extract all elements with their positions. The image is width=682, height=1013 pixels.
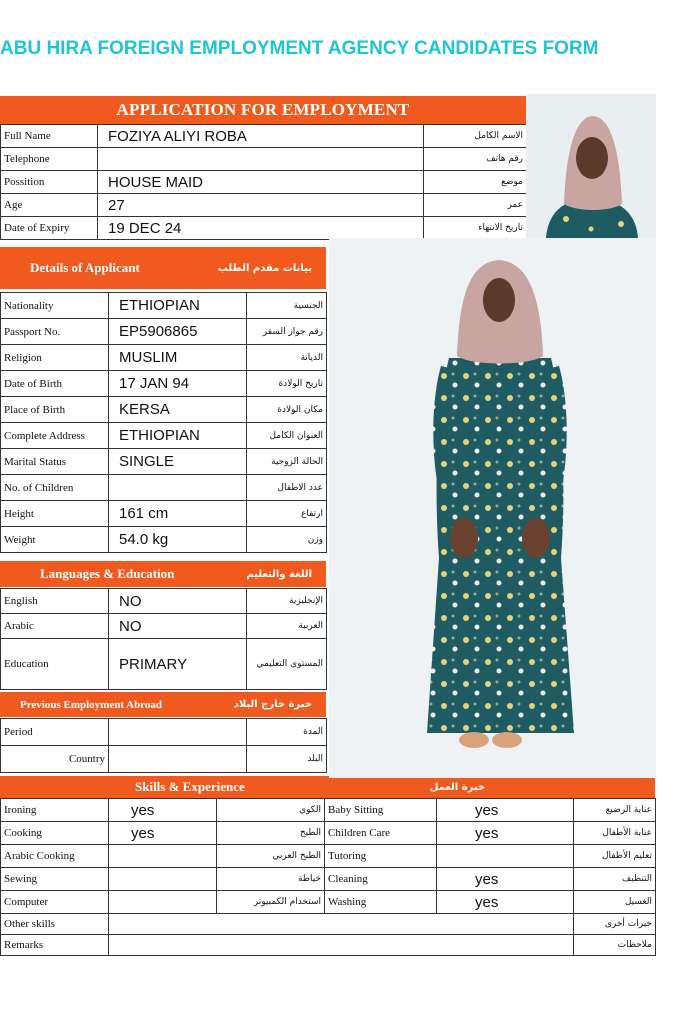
field-value: HOUSE MAID bbox=[98, 171, 424, 194]
form-row bbox=[1, 719, 327, 746]
field-value: EP5906865 bbox=[109, 319, 247, 345]
field-label-arabic: عدد الاطفال bbox=[247, 475, 327, 501]
field-label: Weight bbox=[1, 527, 109, 553]
field-label: English bbox=[1, 589, 109, 614]
field-value: 161 cm bbox=[109, 501, 247, 527]
field-label-arabic: الجنسية bbox=[247, 293, 327, 319]
previous-table bbox=[0, 718, 327, 773]
field-value: 27 bbox=[98, 194, 424, 217]
field-label-arabic: موضع bbox=[424, 171, 527, 194]
skills-title: Skills & Experience bbox=[135, 779, 245, 794]
details-title: Details of Applicant bbox=[30, 260, 140, 275]
languages-header bbox=[0, 561, 326, 587]
field-value: KERSA bbox=[109, 397, 247, 423]
skill-label: Computer bbox=[1, 891, 109, 914]
skill-label: Washing bbox=[325, 891, 437, 914]
field-value bbox=[109, 475, 247, 501]
form-row bbox=[1, 319, 327, 345]
field-label-arabic: العربية bbox=[247, 614, 327, 639]
field-label-arabic: الديانة bbox=[247, 345, 327, 371]
field-label: Religion bbox=[1, 345, 109, 371]
skill-label-arabic: استخدام الكمبيوتر bbox=[217, 891, 325, 914]
field-label-arabic: تاريخ الانتهاء bbox=[424, 217, 527, 240]
field-value: ETHIOPIAN bbox=[109, 293, 247, 319]
skill-label-arabic: الكوي bbox=[217, 799, 325, 822]
field-label-arabic: المستوى التعليمي bbox=[247, 639, 327, 690]
skill-label: Cleaning bbox=[325, 868, 437, 891]
skill-label: Children Care bbox=[325, 822, 437, 845]
field-value: 17 JAN 94 bbox=[109, 371, 247, 397]
field-label: Complete Address bbox=[1, 423, 109, 449]
form-row bbox=[1, 475, 327, 501]
skill-value: yes bbox=[437, 868, 574, 891]
languages-title-ar: اللغة والتعليم bbox=[246, 568, 312, 580]
skill-label-arabic: تعليم الأطفال bbox=[574, 845, 656, 868]
skill-label: Tutoring bbox=[325, 845, 437, 868]
field-label-arabic: الاسم الكامل bbox=[424, 125, 527, 148]
field-label: Other skills bbox=[1, 914, 109, 935]
form-row bbox=[1, 614, 327, 639]
field-value bbox=[109, 914, 574, 935]
skill-label: Arabic Cooking bbox=[1, 845, 109, 868]
skill-label-arabic: عناية الأطفال bbox=[574, 822, 656, 845]
skill-value bbox=[109, 845, 217, 868]
field-label-arabic: ملاحظات bbox=[574, 935, 656, 956]
skill-value bbox=[109, 891, 217, 914]
field-value bbox=[109, 719, 247, 746]
details-header bbox=[0, 247, 326, 289]
field-value: ETHIOPIAN bbox=[109, 423, 247, 449]
skill-value bbox=[109, 868, 217, 891]
field-label-arabic: ارتفاع bbox=[247, 501, 327, 527]
form-row bbox=[1, 449, 327, 475]
applicant-photo-small bbox=[526, 94, 656, 238]
field-value: NO bbox=[109, 614, 247, 639]
field-label: Age bbox=[1, 194, 98, 217]
field-label: Country bbox=[1, 746, 109, 773]
top-info-table bbox=[0, 124, 527, 240]
skill-label-arabic: التنظيف bbox=[574, 868, 656, 891]
applicant-photo-full bbox=[329, 238, 656, 778]
form-row bbox=[1, 125, 527, 148]
field-value: 19 DEC 24 bbox=[98, 217, 424, 240]
skills-title-ar: خبرة العمل bbox=[429, 781, 486, 793]
field-label: Date of Birth bbox=[1, 371, 109, 397]
field-label: Place of Birth bbox=[1, 397, 109, 423]
skills-row bbox=[1, 868, 656, 891]
field-value: MUSLIM bbox=[109, 345, 247, 371]
form-row bbox=[1, 527, 327, 553]
form-row bbox=[1, 217, 527, 240]
field-label-arabic: العنوان الكامل bbox=[247, 423, 327, 449]
field-label-arabic: وزن bbox=[247, 527, 327, 553]
form-row bbox=[1, 397, 327, 423]
skill-value: yes bbox=[437, 799, 574, 822]
form-row bbox=[1, 293, 327, 319]
field-value: 54.0 kg bbox=[109, 527, 247, 553]
field-label-arabic: مكان الولادة bbox=[247, 397, 327, 423]
field-value bbox=[98, 148, 424, 171]
skill-label-arabic: عناية الرضيع bbox=[574, 799, 656, 822]
details-title-ar: بيانات مقدم الطلب bbox=[217, 262, 312, 274]
field-label-arabic: تاريخ الولادة bbox=[247, 371, 327, 397]
field-label: Period bbox=[1, 719, 109, 746]
field-label: Arabic bbox=[1, 614, 109, 639]
field-label: Passport No. bbox=[1, 319, 109, 345]
field-label-arabic: رقم جواز السفر bbox=[247, 319, 327, 345]
form-row bbox=[1, 746, 327, 773]
skills-header bbox=[0, 776, 655, 798]
skills-row bbox=[1, 799, 656, 822]
skill-label-arabic: الغسيل bbox=[574, 891, 656, 914]
field-label: Marital Status bbox=[1, 449, 109, 475]
agency-title: ABU HIRA FOREIGN EMPLOYMENT AGENCY CANDIDATES FORM bbox=[0, 38, 599, 59]
skill-label-arabic: الطبخ العربي bbox=[217, 845, 325, 868]
form-row bbox=[1, 194, 527, 217]
form-row bbox=[1, 639, 327, 690]
skill-label-arabic: الطبخ bbox=[217, 822, 325, 845]
field-value bbox=[109, 935, 574, 956]
field-label: Remarks bbox=[1, 935, 109, 956]
previous-header bbox=[0, 692, 326, 717]
field-value: FOZIYA ALIYI ROBA bbox=[98, 125, 424, 148]
field-label-arabic: الإنجليزية bbox=[247, 589, 327, 614]
field-label: Height bbox=[1, 501, 109, 527]
form-row bbox=[1, 371, 327, 397]
field-label: Possition bbox=[1, 171, 98, 194]
skill-label: Baby Sitting bbox=[325, 799, 437, 822]
field-label-arabic: المدة bbox=[247, 719, 327, 746]
field-label-arabic: البلد bbox=[247, 746, 327, 773]
form-row bbox=[1, 501, 327, 527]
skills-row bbox=[1, 891, 656, 914]
skill-value: yes bbox=[109, 799, 217, 822]
previous-title: Previous Employment Abroad bbox=[20, 698, 162, 711]
previous-title-ar: خبرة خارج البلاد bbox=[233, 699, 312, 710]
field-label: No. of Children bbox=[1, 475, 109, 501]
skill-value: yes bbox=[109, 822, 217, 845]
skill-value bbox=[437, 845, 574, 868]
form-row bbox=[1, 589, 327, 614]
skills-row bbox=[1, 822, 656, 845]
form-header: APPLICATION FOR EMPLOYMENT bbox=[0, 96, 526, 124]
skills-table bbox=[0, 798, 656, 956]
form-row bbox=[1, 148, 527, 171]
field-label: Education bbox=[1, 639, 109, 690]
skill-label-arabic: خياطة bbox=[217, 868, 325, 891]
field-label: Telephone bbox=[1, 148, 98, 171]
form-row bbox=[1, 423, 327, 449]
field-value: PRIMARY bbox=[109, 639, 247, 690]
skill-label: Sewing bbox=[1, 868, 109, 891]
skill-value: yes bbox=[437, 891, 574, 914]
skill-label: Ironing bbox=[1, 799, 109, 822]
languages-title: Languages & Education bbox=[40, 566, 175, 581]
field-label-arabic: الحالة الزوجية bbox=[247, 449, 327, 475]
field-value: SINGLE bbox=[109, 449, 247, 475]
field-label-arabic: خبرات أخرى bbox=[574, 914, 656, 935]
remarks-row bbox=[1, 935, 656, 956]
field-label: Date of Expiry bbox=[1, 217, 98, 240]
field-label: Full Name bbox=[1, 125, 98, 148]
details-table bbox=[0, 292, 327, 553]
field-value: NO bbox=[109, 589, 247, 614]
other-skills-row bbox=[1, 914, 656, 935]
field-label: Nationality bbox=[1, 293, 109, 319]
field-value bbox=[109, 746, 247, 773]
skills-row bbox=[1, 845, 656, 868]
field-label-arabic: رقم هاتف bbox=[424, 148, 527, 171]
form-row bbox=[1, 171, 527, 194]
skill-label: Cooking bbox=[1, 822, 109, 845]
languages-table bbox=[0, 588, 327, 690]
form-row bbox=[1, 345, 327, 371]
skill-value: yes bbox=[437, 822, 574, 845]
field-label-arabic: عمر bbox=[424, 194, 527, 217]
